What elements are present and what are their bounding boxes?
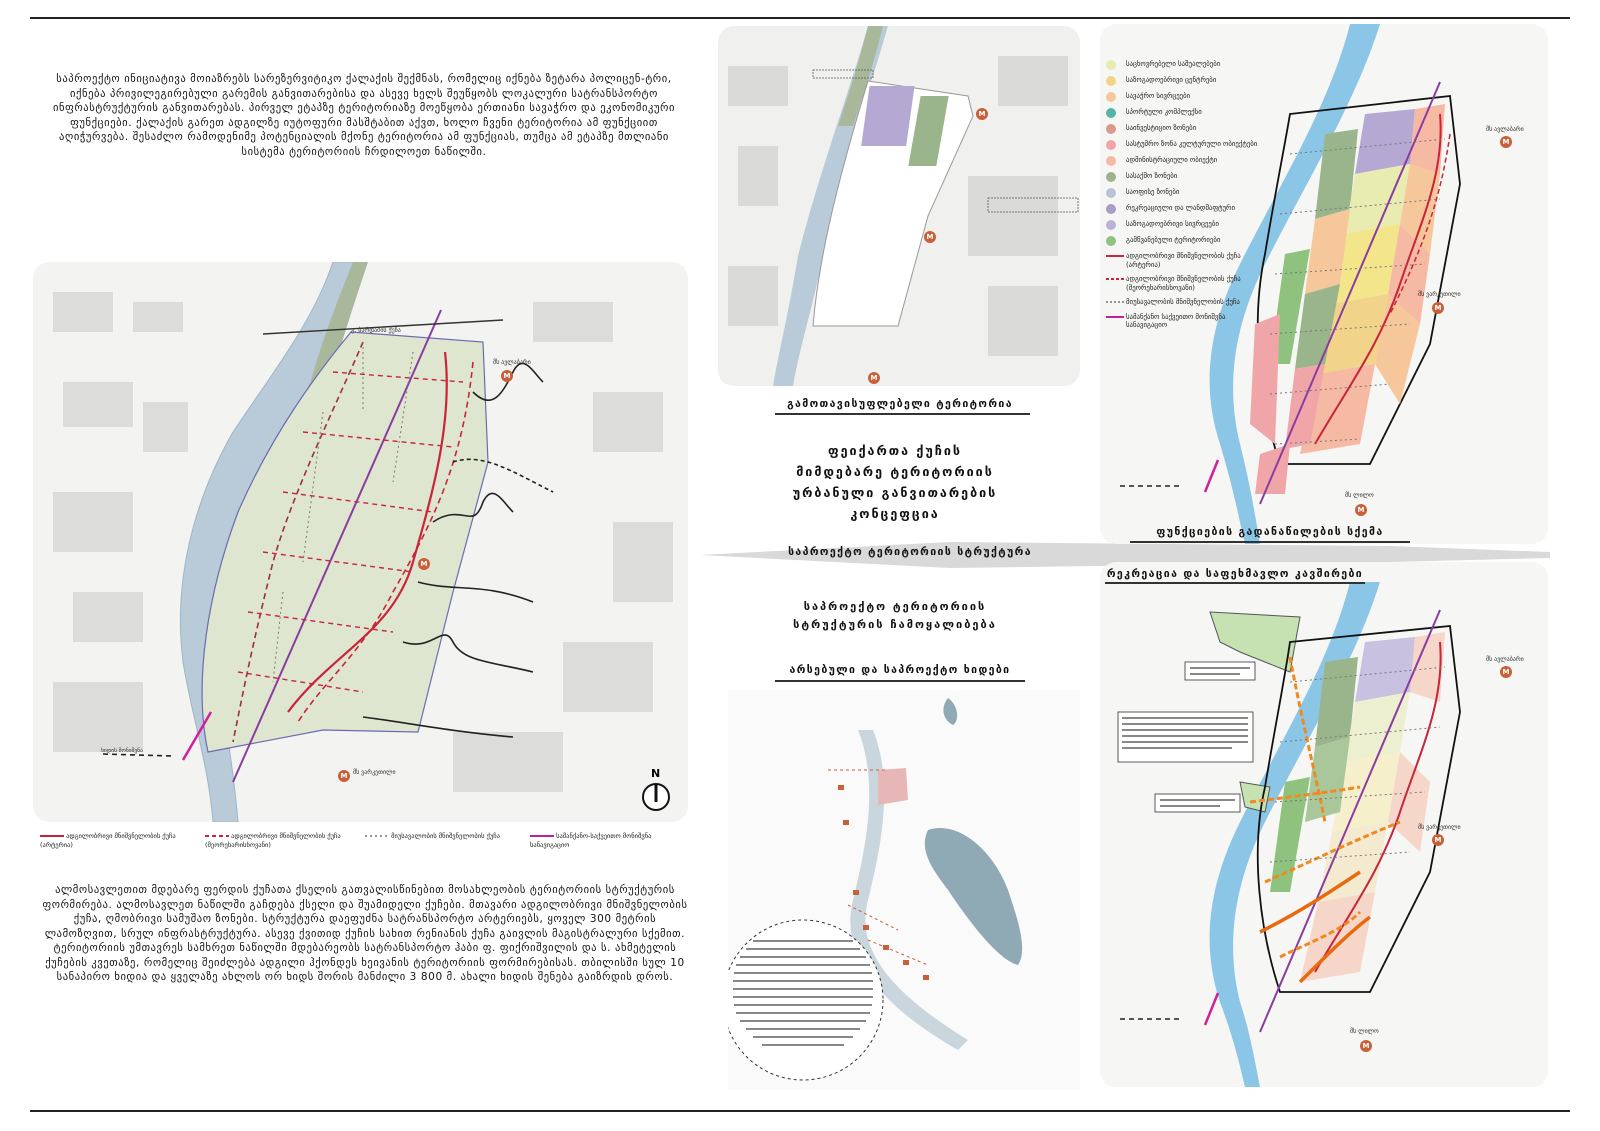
function-legend [1106,60,1266,336]
bottom-paragraph: ალმოსავლეთით მდებარე ფერდის ქუჩათა ქსელის გათვალისწინებით მოსახლეობის ტერიტორიის სტრუქტურის ფორმირება. ალმოსავლეთ ნაწილში გაჩდება ქსელი და შუამიდელი ქუჩები. მთავარი ადგილობრივი მნიშვნელობის ქუჩა, ღმობრივი სამუშაო ზონები. სტრუქტურა დაეფუძნა სატრანსპორტო არტერიებს, ყოველ 300 მეტრის ლამოზღვით, სრულ ინფრასტრუქტურა. ასევე ქვითიდ ქუჩის სახით რენიანის ქუჩა გაივლის მაგისტრალური სქემით. ტერიტორიის უმთავრეს სამხრეთ ნაწილში მდებარეობს სატრანსპორტო ჰაბი ფ. ფიქრიშვილის და ს. ახმეტელის ქუჩების კვეთაზე, რომელიც შეიძლება ადგილი ჰქონდეს ხეივანის ტერიტორიის ფორმირებისას. თბილისში სულ 10 სანაპირო ხიდია და ყველაზე ახლოს ორ ხიდს შორის მანძილი 3 800 მ. ახალი ხიდის შენება გაიზრდის დროს. [42,884,688,983]
metro-station-marker: M [501,370,513,382]
legend-item: ადგილობრივი მნიშვნელობის ქუჩა (მეორეხარისხოვანი) [1126,275,1241,292]
top-center-map [718,26,1080,386]
function-scheme-panel [1100,24,1548,544]
legend-item: სპორტული კომპლექსი [1106,108,1266,118]
recreation-panel [1100,562,1548,1087]
caption-rule [775,680,1025,682]
top-map-caption: გამოთავისუფლებელი ტერიტორია [787,398,1013,410]
bottom-rule [30,1110,1570,1112]
bridges-map [728,690,1080,1090]
structure-title-line-2: სტრუქტურის ჩამოყალიბება [793,618,997,631]
metro-station-marker: M [1500,666,1512,678]
station-label: მს ავლაბარი [1486,656,1524,663]
function-scheme-caption: ფუნქციების გადანაწილების სქემა [1156,526,1384,538]
legend-item: საზოგადოებრივი ცენტრები [1106,76,1266,86]
legend-item: რეკრეაციული და ლანდშაფტური [1106,204,1266,214]
bridge-label: ხიდის მონიშვნა [101,748,143,754]
legend-item: სავაჭრო სივრცეები [1106,92,1266,102]
station-label: მს ვარკეთილი [1418,824,1461,831]
metro-station-marker: M [868,372,880,384]
left-legend-item-1: ადგილობრივი მნიშვნელობის ქუჩა (არტერია) [40,832,176,849]
station-label: მს ვარკეთილი [1418,291,1461,298]
caption-rule [1105,582,1365,584]
legend-item: ადგილობრივი მნიშვნელობის ქუჩა (არტერია) [1126,252,1241,269]
metro-station-marker: M [338,770,350,782]
metro-station-marker: M [976,108,988,120]
metro-station-marker: M [1500,136,1512,148]
top-center-map-panel [718,26,1080,386]
left-map [33,262,688,822]
left-legend-item-4: სამანქანო-საქვეითო მონიშვნა სანავიგაციო [530,832,652,849]
bridge-line [103,754,173,756]
metro-station-marker: M [1360,1040,1372,1052]
legend-item: საზოგადოებრივი სივრცეები [1106,220,1266,230]
station-top-label: მს ავლაბარი [493,359,531,366]
legend-item: სასტუმრო ზონა კულტურული ობიექტები [1106,140,1266,150]
legend-item: სამანქანო საქვეითო მონიშვნა სანავიგაციო [1126,312,1226,329]
metro-station-marker: M [924,231,936,243]
bridges-caption: არსებული და საპროექტო ხიდები [789,664,1011,676]
legend-item: საცხოვრებელი საშუალებები [1106,60,1266,70]
left-map-panel [33,262,688,822]
station-label: მს ლილო [1345,492,1374,499]
metro-station-marker: M [1432,302,1444,314]
legend-item: საინვესტიციო ზონები [1106,124,1266,134]
left-legend-item-3: მიუსავალობის მნიშვნელობის ქუჩა [391,832,500,840]
metro-station-marker: M [1355,504,1367,516]
legend-item: ადმინისტრაციული ობიექტი [1106,156,1266,166]
legend-item: საოფისე ზონები [1106,188,1266,198]
structure-title [775,598,1015,634]
recreation-map [1100,562,1548,1087]
legend-item: გამწვანებული ტერიტორიები [1106,236,1266,246]
concept-title [765,440,1025,524]
purple-block [861,86,914,146]
legend-item: სასაქმო ზონები [1106,172,1266,182]
concept-title-line-2: მიმდებარე ტერიტორიის [796,464,994,479]
metro-station-marker: M [418,558,430,570]
recreation-caption: რეკრეაცია და საფეხმავლო კავშირები [1106,568,1364,580]
left-legend-item-2: ადგილობრივი მნიშვნელობის ქუჩა (მეორეხარისხოვანი) [205,832,341,849]
north-arrow-label: N [651,767,661,780]
caption-rule [1130,541,1410,543]
top-street-label: გ. ბარდაძის ქუჩა [351,327,401,334]
info-circle [728,920,883,1080]
concept-title-line-3: ურბანული განვითარების [792,485,998,500]
station-label: მს ავლაბარი [1486,126,1524,133]
metro-station-marker: M [1432,834,1444,846]
concept-title-line-1: ფეიქართა ქუჩის [827,443,963,458]
structure-banner: საპროექტო ტერიტორიის სტრუქტურა [788,546,1032,558]
caption-rule [775,413,1030,415]
intro-paragraph: საპროექტო ინიციატივა მოიაზრებს სარეზერვიტიკო ქალაქის შექმნას, რომელიც იქნება ზეტარა პოლიცენ-ტრი, იქნება პრივილეგირებული გარემის განვითარებისა და ასევე ხელს შეუწყობს ლოკალური სატრანსპორტო ინფრასტრუქტურის განვითარებას. პირველ ეტაპზე ტერიტორიაზე მოეწყობა ერთიანი სავაჭრო და ეკონომიკური ფუნქციები. ქალაქის გარეთ ადგილზე იუტოფური მასშტაბით აქვთ, ხოლო ჩვენი ტერიტორია ამ ფუნქციით აღიჭურვება. შესაძლო რამოდენიმე პოტენციალის მქონე ტერიტორია ამ ფუნქციას, თუმცა ამ ეტაპზე მთლიანი სისტემა ტერიტორიის ჩრდილოეთ ნაწილში. [52,73,676,158]
station-label: მს ლილო [1350,1028,1379,1035]
concept-title-line-4: კონცეფცია [850,506,940,521]
structure-title-line-1: საპროექტო ტერიტორიის [803,600,987,613]
top-rule [30,17,1570,19]
legend-item: მიუსავალობის მნიშვნელობის ქუჩა [1126,298,1240,306]
station-bottom-label: მს ვარკეთილი [353,769,396,776]
